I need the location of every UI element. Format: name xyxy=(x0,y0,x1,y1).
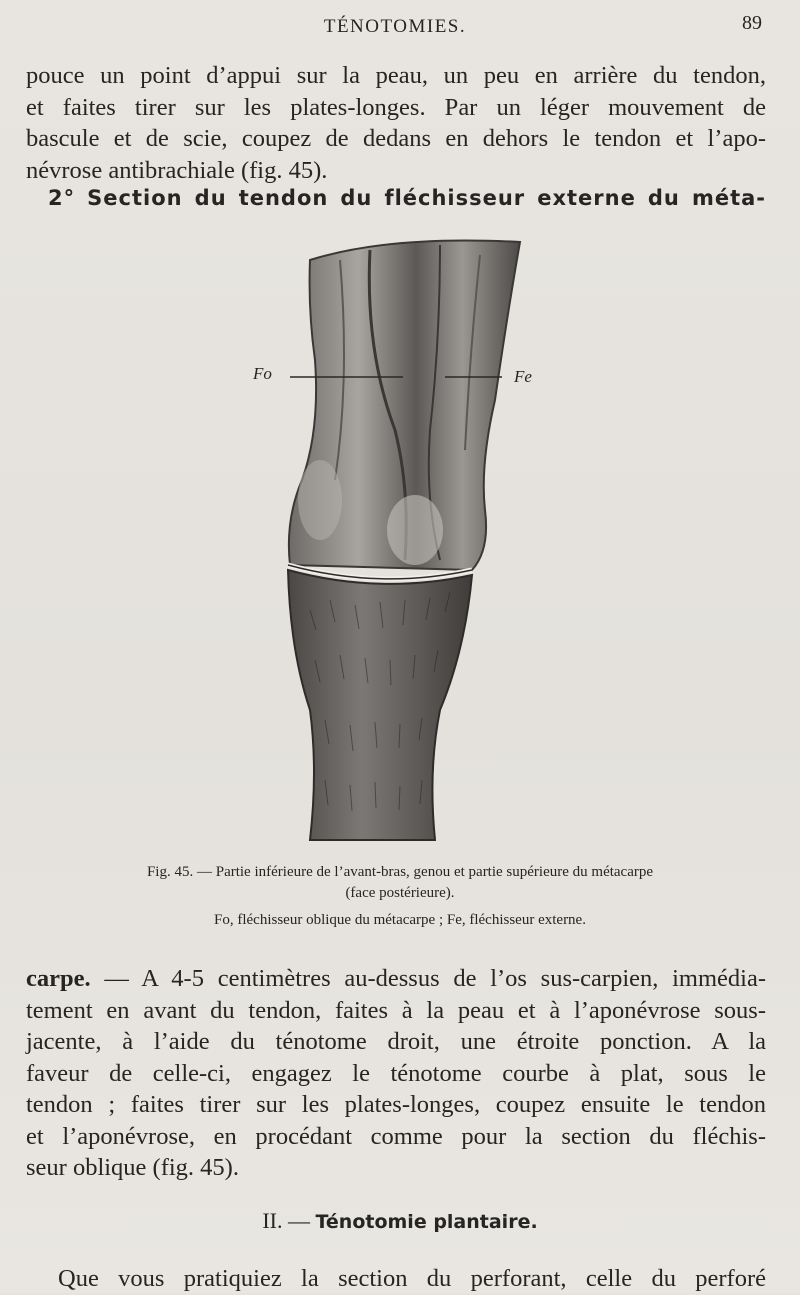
text-line xyxy=(26,963,766,995)
section-title: Ténotomie plantaire. xyxy=(315,1211,538,1233)
caption-line: (face postérieure). xyxy=(345,885,455,901)
final-paragraph xyxy=(58,1263,766,1295)
text-line-rest: — A 4-5 centimètres au-dessus de l’os sus-carpien, immédia- xyxy=(90,965,766,992)
running-title: TÉNOTOMIES. xyxy=(323,16,467,37)
page-header xyxy=(0,10,800,40)
caption-line: Fig. 45. — Partie inférieure de l’avant-bras, genou et partie supérieure du métacarpe xyxy=(146,864,654,880)
text-line: névrose antibrachiale (fig. 45). xyxy=(26,156,328,184)
lead-word: carpe. xyxy=(26,965,91,992)
text-line: tendon ; faites tirer sur les plates-longes, coupez ensuite le tendon xyxy=(26,1091,766,1118)
intro-paragraph xyxy=(26,60,766,186)
figure-caption xyxy=(30,862,770,931)
body-paragraph xyxy=(26,963,766,1184)
text-line: bascule et de scie, coupez de dedans en dehors le tendon et l’apo- xyxy=(26,125,766,152)
text-line: et faites tirer sur les plates-longes. Par un léger mouvement de xyxy=(26,93,766,121)
figure-label-fe: Fe xyxy=(514,367,532,386)
figure-illustration xyxy=(240,230,540,845)
text-line: pouce un point d’appui sur la peau, un peu en arrière du tendon, xyxy=(26,62,766,89)
text-line: Que vous pratiquiez la section du perforant, celle du perforé xyxy=(58,1265,766,1292)
page-number: 89 xyxy=(742,12,762,34)
text-line: jacente, à l’aide du ténotome droit, une étroite ponction. A la xyxy=(26,1028,766,1055)
knee-anatomy-drawing xyxy=(240,230,540,845)
subsection-heading: 2° Section du tendon du fléchisseur externe du méta- xyxy=(48,186,766,210)
caption-legend: Fo, fléchisseur oblique du métacarpe ; Fe, fléchisseur externe. xyxy=(214,912,586,928)
text-line: et l’aponévrose, en procédant comme pour la section du fléchis- xyxy=(26,1122,766,1150)
figure-label-fo: Fo xyxy=(253,364,272,383)
text-line: faveur de celle-ci, engagez le ténotome courbe à plat, sous le xyxy=(26,1059,766,1087)
text-line: seur oblique (fig. 45). xyxy=(26,1154,239,1181)
section-heading xyxy=(0,1208,800,1234)
section-number: II. — xyxy=(262,1208,310,1233)
text-line: tement en avant du tendon, faites à la peau et à l’aponévrose sous- xyxy=(26,996,766,1024)
